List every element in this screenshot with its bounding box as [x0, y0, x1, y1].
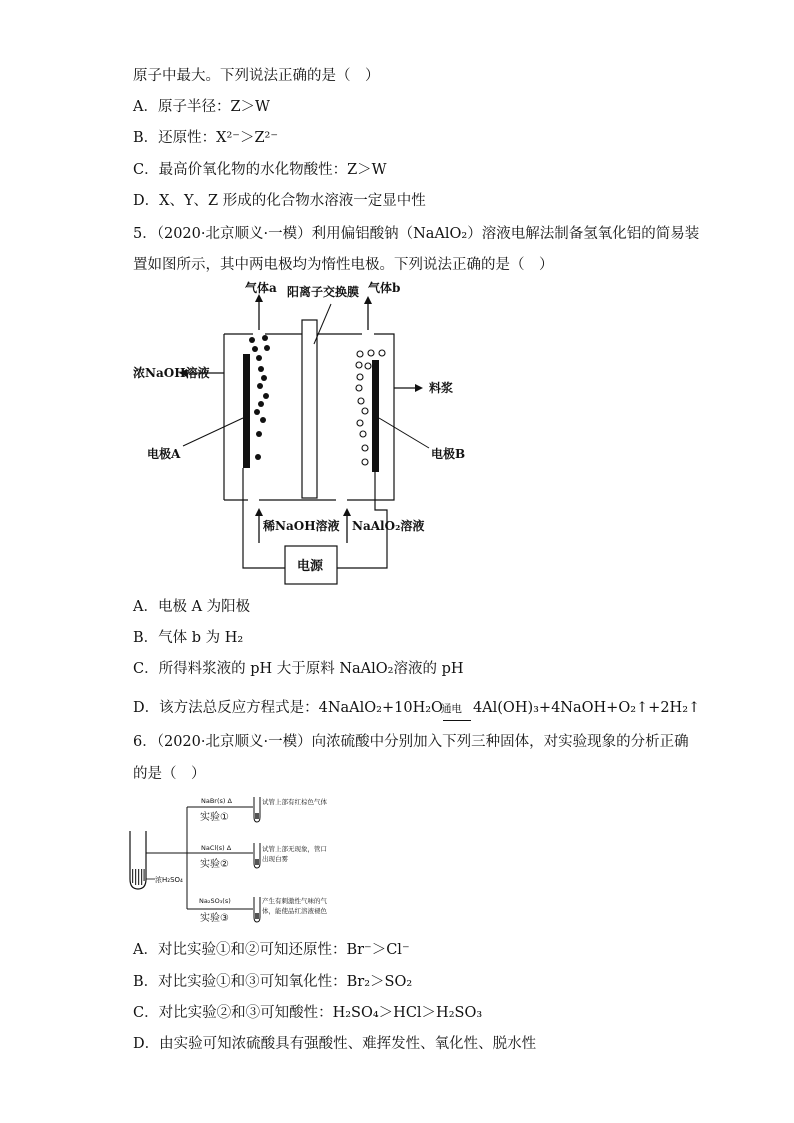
- q5-option-d-lhs: D．该方法总反应方程式是：4NaAlO₂+10H₂O: [133, 700, 443, 716]
- electrode-b: [372, 360, 379, 472]
- slurry-label: 料浆: [429, 381, 454, 395]
- q5-option-c: C．所得料浆液的 pH 大于原料 NaAlO₂溶液的 pH: [133, 661, 464, 677]
- exp2-label: 实验②: [200, 859, 229, 870]
- sulfuric-acid-experiment-diagram: [125, 795, 360, 923]
- exp2-reagent: NaCl(s) Δ: [201, 844, 232, 852]
- acid-hatching: [132, 869, 145, 885]
- q4-stem-tail: 原子中最大。下列说法正确的是（ ）: [133, 68, 380, 84]
- q5-option-a: A．电极 A 为阳极: [133, 599, 251, 615]
- q6-stem-line1: 6．（2020·北京顺义·一模）向浓硫酸中分别加入下列三种固体，对实验现象的分析正确: [133, 734, 689, 750]
- electrode-a: [243, 354, 250, 468]
- electrode-a-label: 电极A: [147, 447, 181, 461]
- exp1-observation: 试管上部有红棕色气体: [262, 798, 327, 806]
- q5-stem-line1: 5．（2020·北京顺义·一模）利用偏铝酸钠（NaAlO₂）溶液电解法制备氢氧化铝的简易装: [133, 226, 700, 242]
- wire-left: [243, 468, 285, 568]
- reaction-condition: 通电: [440, 703, 462, 715]
- membrane-label: 阳离子交换膜: [287, 285, 360, 299]
- q4-option-b: B．还原性：X²⁻＞Z²⁻: [133, 130, 278, 146]
- q5-option-d: [133, 699, 700, 717]
- q5-option-b: B．气体 b 为 H₂: [133, 630, 244, 646]
- conc-h2so4-label: 浓H₂SO₄: [155, 876, 183, 884]
- q6-option-a: A．对比实验①和②可知还原性：Br⁻＞Cl⁻: [133, 942, 410, 958]
- exp2-observation-line2: 出现白雾: [262, 855, 288, 863]
- q6-stem-line2: 的是（ ）: [133, 766, 206, 782]
- gas-b-bubbles: [356, 350, 385, 465]
- q6-option-d: D．由实验可知浓硫酸具有强酸性、难挥发性、氧化性、脱水性: [133, 1036, 537, 1052]
- q4-option-d: D．X、Y、Z 形成的化合物水溶液一定显中性: [133, 193, 426, 209]
- gas-a-label: 气体a: [245, 281, 277, 295]
- exp3-observation-line2: 体，能使品红溶液褪色: [262, 907, 327, 915]
- dilute-naoh-label: 稀NaOH溶液: [263, 519, 340, 533]
- power-label: 电源: [297, 559, 324, 574]
- exp1-label: 实验①: [200, 812, 229, 823]
- q4-option-a: A．原子半径：Z＞W: [133, 99, 270, 115]
- gas-b-label: 气体b: [368, 281, 401, 295]
- electrode-b-label: 电极B: [431, 447, 466, 461]
- exp3-observation-line1: 产生有刺激性气味的气: [262, 897, 327, 905]
- q4-option-c: C．最高价氧化物的水化物酸性：Z＞W: [133, 162, 387, 178]
- exp2-observation-line1: 试管上部无现象，管口: [262, 845, 327, 853]
- cation-exchange-membrane: [302, 320, 317, 498]
- q5-stem-line2: 置如图所示，其中两电极均为惰性电极。下列说法正确的是（ ）: [133, 257, 554, 273]
- q6-option-c: C．对比实验②和③可知酸性：H₂SO₄＞HCl＞H₂SO₃: [133, 1005, 483, 1021]
- q5-option-d-rhs: 4Al(OH)₃+4NaOH+O₂↑+2H₂↑: [472, 700, 701, 716]
- q6-option-b: B．对比实验①和③可知氧化性：Br₂＞SO₂: [133, 974, 413, 990]
- exp3-label: 实验③: [200, 913, 229, 923]
- exp3-reagent: Na₂SO₃(s): [199, 897, 231, 905]
- electrolysis-diagram: [125, 278, 485, 590]
- conc-naoh-label: 浓NaOH溶液: [133, 366, 210, 380]
- naalo2-inlet-label: NaAlO₂溶液: [352, 519, 425, 533]
- gas-a-bubbles: [249, 335, 270, 460]
- exp1-reagent: NaBr(s) Δ: [201, 797, 232, 805]
